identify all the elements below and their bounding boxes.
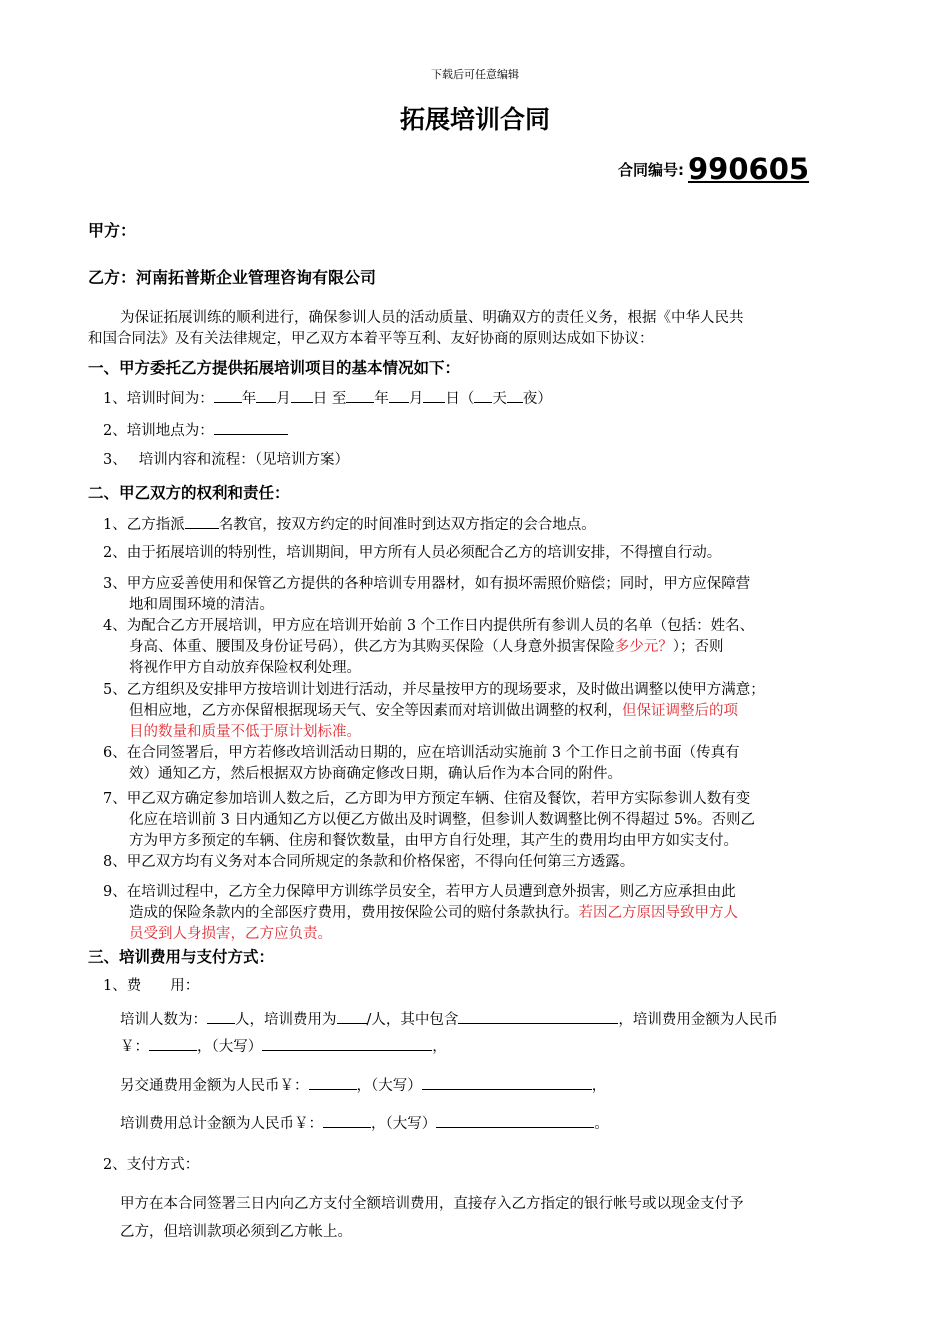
contract-number bbox=[618, 148, 810, 186]
s2-item-6: 6、在合同签署后，甲方若修改培训活动日期的，应在培训活动实施前 3 个工作日之前书面（传真有 效）通知乙方，然后根据双方协商确定修改日期，确认后作为本合同的附件。 bbox=[103, 745, 740, 782]
s2-item-2: 2、由于拓展培训的特别性，培训期间，甲方所有人员必须配合乙方的培训安排，不得擅自行动。 bbox=[103, 545, 722, 561]
s3-pay-label: 2、支付方式： bbox=[103, 1157, 200, 1173]
s3-pay-text: 甲方在本合同签署三日内向乙方支付全额培训费用，直接存入乙方指定的银行帐号或以现金支付予 乙方，但培训款项必须到乙方帐上。 bbox=[120, 1196, 744, 1240]
contract-number-label: 合同编号: bbox=[618, 161, 684, 179]
s3-fee-label: 1、费 用： bbox=[103, 978, 200, 994]
s2-item-8: 8、甲乙双方均有义务对本合同所规定的条款和价格保密，不得向任何第三方透露。 bbox=[103, 854, 635, 870]
s2-item-7: 7、甲乙双方确定参加培训人数之后，乙方即为甲方预定车辆、住宿及餐饮，若甲方实际参训人数有变 化应在培训前 3 日内通知乙方以便乙方做出及时调整，但参训人数调整比例不得超过 5%。否则乙 方为甲方多预定的车辆、住房和餐饮数量，由甲方自行处理，其产生的费用均由甲方如实支付。 bbox=[103, 791, 756, 849]
contract-number-value: 990605 bbox=[688, 152, 810, 186]
s2-item-4: 4、为配合乙方开展培训，甲方应在培训开始前 3 个工作日内提供所有参训人员的名单（包括：姓名、 身高、体重、腰围及身份证号码），供乙方为其购买保险（人身意外损害保险多少元？）；否则 将视作甲方自动放弃保险权利处理。 bbox=[103, 618, 755, 676]
party-b: 乙方：河南拓普斯企业管理咨询有限公司 bbox=[88, 268, 377, 287]
section-3-heading: 三、培训费用与支付方式： bbox=[88, 948, 275, 966]
s1-item-3: 3、 培训内容和流程：（见培训方案） bbox=[103, 452, 349, 468]
s3-total-line: 培训费用总计金额为人民币￥： ，（大写） 。 bbox=[120, 1111, 860, 1135]
s2-item-3: 3、甲方应妥善使用和保管乙方提供的各种培训专用器材，如有损坏需照价赔偿；同时，甲方应保障营 地和周围环境的清洁。 bbox=[103, 576, 751, 613]
intro-line-2: 和国合同法》及有关法律规定，甲乙双方本着平等互利、友好协商的原则达成如下协议： bbox=[88, 331, 654, 347]
s2-item-9: 9、在培训过程中，乙方全力保障甲方训练学员安全，若甲方人员遭到意外损害，则乙方应承担由此 造成的保险条款内的全部医疗费用，费用按保险公司的赔付条款执行。若因乙方原因导致甲方人 员受到人身损害，乙方应负责。 bbox=[103, 884, 738, 942]
document-title: 拓展培训合同 bbox=[399, 105, 550, 134]
s1-item-1: 1、培训时间为： 年 月 日 至 年 月 日（ 天 夜） bbox=[103, 386, 863, 410]
s2-item-5: 5、乙方组织及安排甲方按培训计划进行活动，并尽量按甲方的现场要求，及时做出调整以使甲方满意； 但相应地，乙方亦保留根据现场天气、安全等因素而对培训做出调整的权利，但保证调整后的项 目的数量和质量不低于原计划标准。 bbox=[103, 682, 765, 740]
party-a: 甲方： bbox=[88, 221, 137, 240]
section-1-heading: 一、甲方委托乙方提供拓展培训项目的基本情况如下： bbox=[88, 359, 461, 377]
s3-transport-line: 另交通费用金额为人民币￥： ，（大写） ， bbox=[120, 1073, 860, 1097]
s3-fee-line-1: 培训人数为： 人，培训费用为 /人，其中包含 ，培训费用金额为人民币 bbox=[120, 1007, 860, 1031]
intro-line-1: 为保证拓展训练的顺利进行，确保参训人员的活动质量、明确双方的责任义务，根据《中华人民共 bbox=[120, 310, 744, 326]
s3-fee-line-2: ￥： ，（大写） ， bbox=[120, 1034, 860, 1058]
s2-item-1: 1、乙方指派 名教官，按双方约定的时间准时到达双方指定的会合地点。 bbox=[103, 512, 863, 536]
section-2-heading: 二、甲乙双方的权利和责任： bbox=[88, 484, 290, 502]
header-note: 下载后可任意编辑 bbox=[431, 68, 519, 81]
s1-item-2: 2、培训地点为： bbox=[103, 418, 863, 442]
